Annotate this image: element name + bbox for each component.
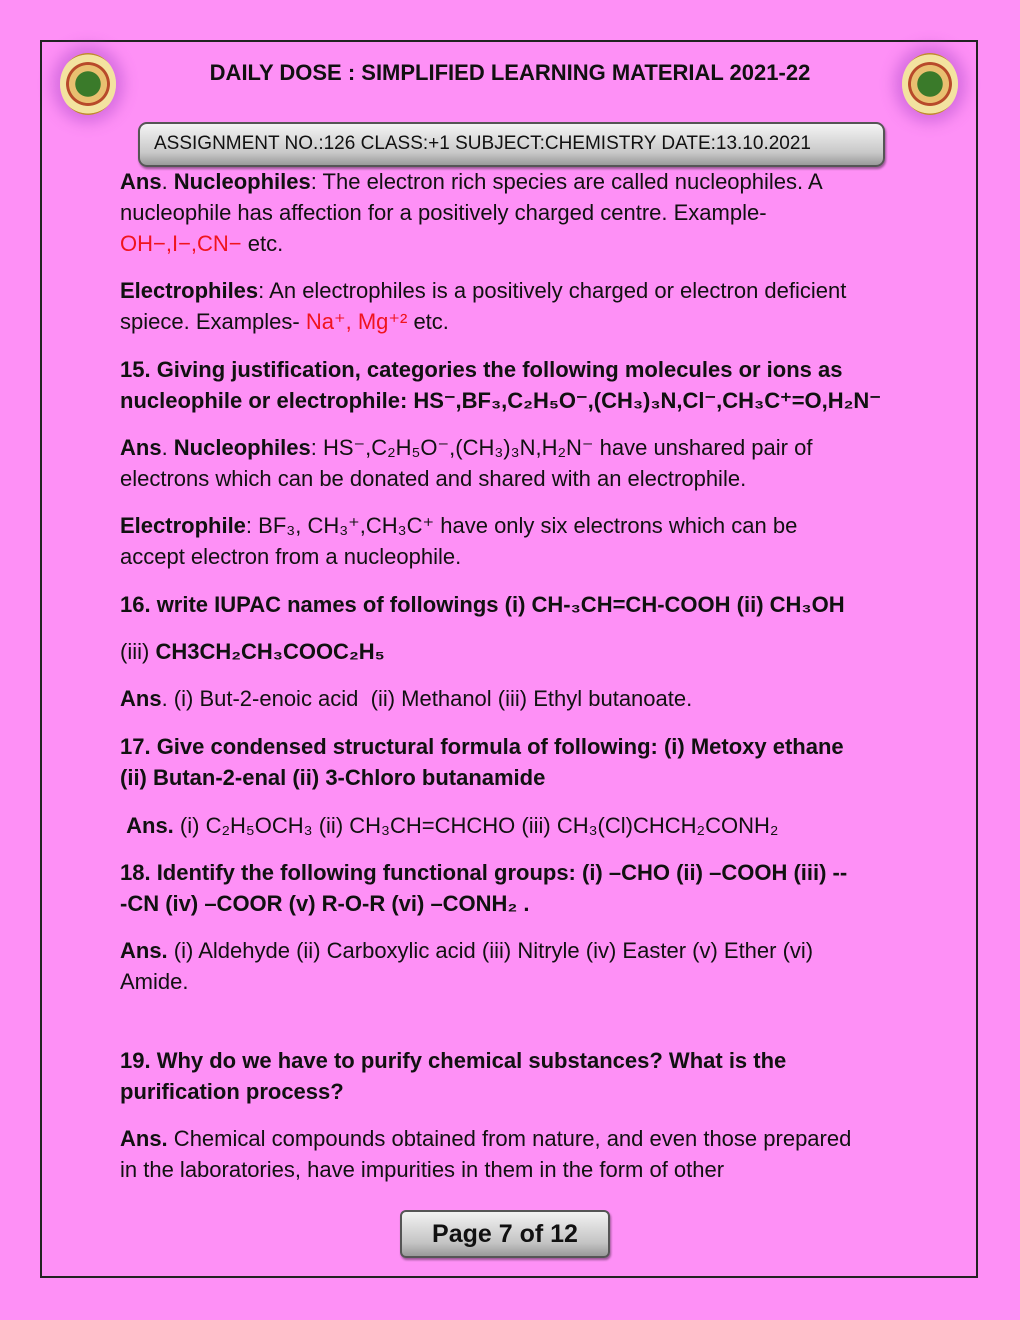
text-line [120,306,846,337]
text-line [120,354,881,385]
text: (i) C₂H₅OCH₃ (ii) CH₃CH=CHCHO (iii) CH₃(Cl)CHCH₂CONH₂ [173,813,779,838]
text: . (i) But-2-enoic acid (ii) Methanol (iii) Ethyl butanoate. [161,686,693,711]
text: electrons which can be donated and shared with an electrophile. [120,466,747,491]
page-number: Page 7 of 12 [400,1210,610,1258]
bold-text: 15. Giving justification, categories the following molecules or ions as [120,357,843,382]
question-16-iii [120,636,385,667]
text-line [120,1123,851,1154]
question-16 [120,589,845,620]
answer-15-nucleophiles [120,432,812,494]
text-line [120,935,813,966]
highlighted-formula: Na⁺, Mg⁺² [305,309,408,334]
assignment-banner: ASSIGNMENT NO.:126 CLASS:+1 SUBJECT:CHEMISTRY DATE:13.10.2021 [138,122,885,167]
bold-text: Ans [120,169,162,194]
bold-text: Ans. [126,813,174,838]
bold-text: 17. Give condensed structural formula of following: (i) Metoxy ethane [120,734,844,759]
text-line [120,810,778,841]
text: in the laboratories, have impurities in them in the form of other [120,1157,725,1182]
bold-text: 18. Identify the following functional groups: (i) –CHO (ii) –COOH (iii) -- [120,860,848,885]
answer-19 [120,1123,851,1185]
text: nucleophile has affection for a positively charged centre. Example- [120,200,767,225]
text: Chemical compounds obtained from nature, and even those prepared [167,1126,852,1151]
text: spiece. Examples- [120,309,306,334]
text-line [120,228,823,259]
text-line [120,683,692,714]
highlighted-formula: OH−,I−,CN− [120,231,242,256]
answer-16 [120,683,692,714]
text-line [120,1045,786,1076]
text-line [120,463,812,494]
text-line [120,966,813,997]
question-15 [120,354,881,416]
ans-electrophiles [120,275,846,337]
text-line [120,636,385,667]
text: (iii) [120,639,156,664]
text: Amide. [120,969,189,994]
text: . [161,169,174,194]
text: etc. [407,309,449,334]
bold-text: Electrophile [120,513,246,538]
text-line [120,432,812,463]
text-line [120,275,846,306]
text-line [120,762,844,793]
text-line [120,197,823,228]
bold-text: Electrophiles [120,278,259,303]
text-line [120,857,847,888]
document-title: DAILY DOSE : SIMPLIFIED LEARNING MATERIAL 2021-22 [209,60,811,85]
bold-text: Ans [120,686,162,711]
bold-text: Ans. [120,1126,168,1151]
question-19 [120,1045,786,1107]
bold-text: (ii) Butan-2-enal (ii) 3-Chloro butanamide [120,765,546,790]
text: etc. [241,231,284,256]
text: : An electrophiles is a positively charged or electron deficient [258,278,847,303]
text-line [120,385,881,416]
text: : BF₃, CH₃⁺,CH₃C⁺ have only six electrons which can be [245,513,798,538]
ans-nucleophiles [120,166,823,259]
text: : HS⁻,C₂H₅O⁻,(CH₃)₃N,H₂N⁻ have unshared pair of [310,435,813,460]
bold-text: Ans. [120,938,168,963]
text: : The electron rich species are called nucleophiles. A [310,169,823,194]
bold-text: 16. write IUPAC names of followings (i) CH-₃CH=CH-COOH (ii) CH₃OH [120,592,845,617]
question-17 [120,731,844,793]
text-line [120,1154,851,1185]
text-line [120,888,847,919]
text-line [120,589,845,620]
text: (i) Aldehyde (ii) Carboxylic acid (iii) Nitryle (iv) Easter (v) Ether (vi) [167,938,814,963]
answer-18 [120,935,813,997]
bold-text: 19. Why do we have to purify chemical substances? What is the [120,1048,787,1073]
bold-text: CH3CH₂CH₃COOC₂H₅ [155,639,385,664]
answer-15-electrophile [120,510,797,572]
text-line [120,731,844,762]
bold-text: nucleophile or electrophile: HS⁻,BF₃,C₂H₅O⁻,(CH₃)₃N,Cl⁻,CH₃C⁺=O,H₂N⁻ [120,388,881,413]
text-line [120,166,823,197]
bold-text: Nucleophiles [173,169,311,194]
text-line [120,1076,786,1107]
text-line [120,541,797,572]
answer-17 [120,810,778,841]
bold-text: purification process? [120,1079,344,1104]
question-18 [120,857,847,919]
bold-text: -CN (iv) –COOR (v) R-O-R (vi) –CONH₂ . [120,891,530,916]
text-line [120,510,797,541]
text: . [161,435,174,460]
bold-text: Ans [120,435,162,460]
text: accept electron from a nucleophile. [120,544,462,569]
bold-text: Nucleophiles [173,435,311,460]
